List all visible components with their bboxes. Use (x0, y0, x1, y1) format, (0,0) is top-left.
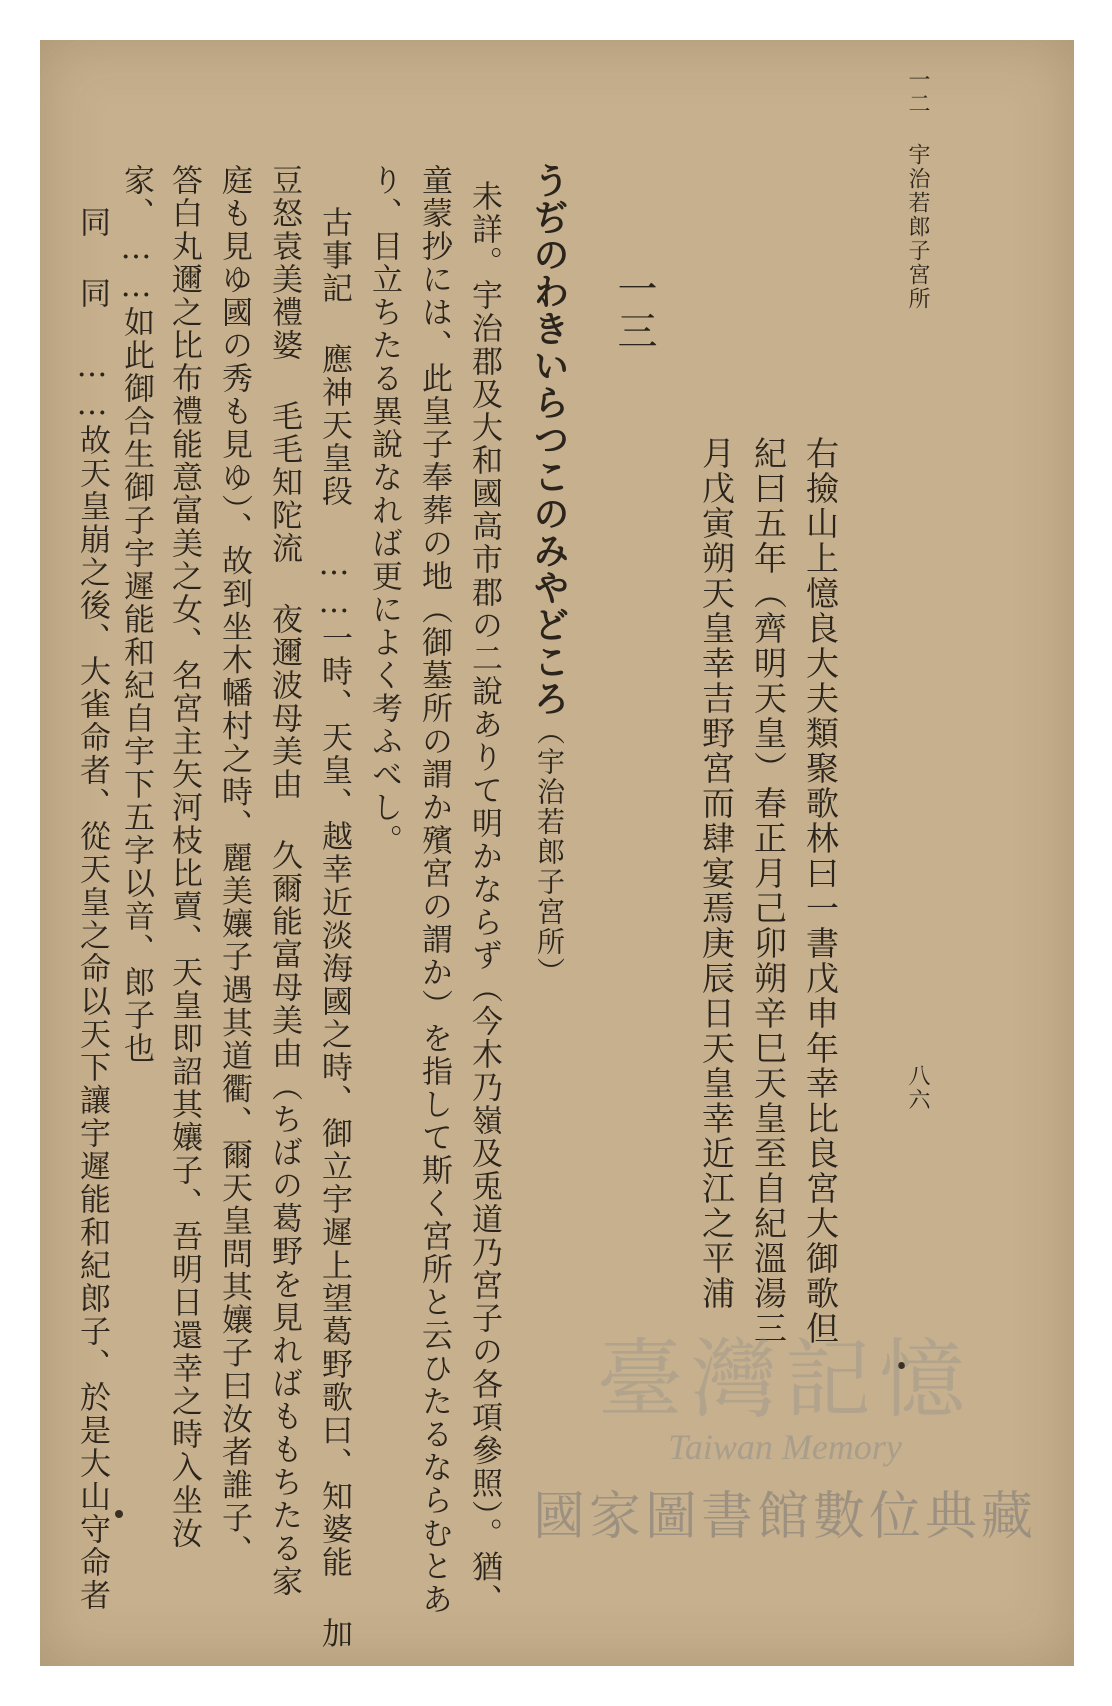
body-line: 答白丸邇之比布禮能意富美之女、名宮主矢河枝比賣、天皇即詔其孃子、吾明日還幸之時入坐汝 (166, 164, 202, 1550)
quote-line: 紀曰五年（齊明天皇）春正月己卯朔辛巳天皇至自紀溫湯三 (749, 436, 788, 1346)
book-page (40, 40, 1074, 1666)
body-line: 豆怒袁美禮婆 毛毛知陀流 夜邇波母美由 久爾能富母美由（ちばの葛野を見ればももちたる家 (266, 164, 302, 1598)
body-line: 童蒙抄には、此皇子奉葬の地（御墓所の謂か殯宮の謂か）を指して斯く宮所と云ひたるならむとあ (416, 164, 452, 1616)
quote-line: 月戊寅朔天皇幸吉野宮而肆宴焉庚辰日天皇幸近江之平浦 (697, 436, 736, 1311)
running-title: 一二 宇治若郎子宮所 (905, 68, 930, 311)
heading-title: うぢのわきいらつこのみやどころ (528, 162, 570, 717)
body-line: り、目立ちたる異說なれば更によく考ふべし。 (366, 164, 402, 857)
watermark (500, 1310, 1070, 1600)
watermark-library: 國家圖書館數位典藏 (532, 1487, 1037, 1547)
watermark-calligraphy: 臺灣記憶 (597, 1330, 973, 1430)
body-line: 庭も見ゆ國の秀も見ゆ）、故到坐木幡村之時、麗美孃子遇其道衢、爾天皇問其孃子曰汝者誰子、 (216, 164, 252, 1568)
body-line: 古事記 應神天皇段 ……一時、天皇、越幸近淡海國之時、御立宇遲上望葛野歌曰、知婆能 加 (316, 206, 352, 1650)
section-number: 一三 (611, 268, 657, 352)
paper-speck (115, 1510, 123, 1518)
quote-line: 右撿山上憶良大夫類聚歌林曰一書戊申年幸比良宮大御歌但 (801, 436, 840, 1346)
page-number: 八六 (905, 1064, 930, 1112)
body-line: 家、……如此御合生御子宇遲能和紀自宇下五字以音、郎子也 (118, 164, 154, 1065)
body-line: 未詳。宇治郡及大和國高市郡の二說ありて明かならず（今木乃嶺及兎道乃宮子の各項參照）。猶、 (466, 180, 502, 1617)
section-heading (524, 162, 575, 987)
watermark-english: Taiwan Memory (668, 1427, 902, 1467)
body-line: 同 同 ……故天皇崩之後、大雀命者、從天皇之命以天下讓宇遲能和紀郎子、於是大山守命者 (74, 206, 110, 1612)
heading-note: （宇治若郎子宮所） (533, 717, 566, 987)
